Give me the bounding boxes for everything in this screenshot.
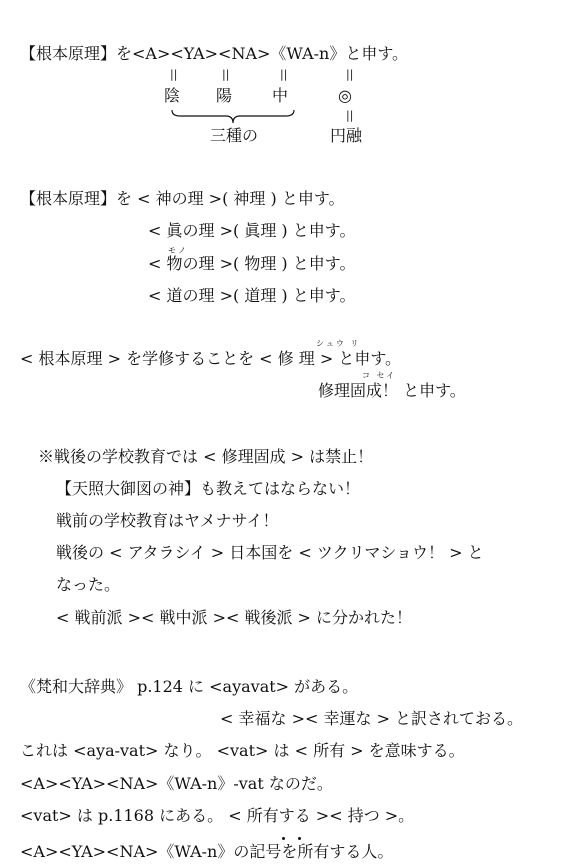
line-prewar-stop: 戦前の学校教育はヤメナサイ！ bbox=[56, 511, 279, 530]
line-butsuri: < 物の理 >( 物理 ) と申す。 bbox=[148, 254, 356, 273]
relation-bar: || bbox=[280, 68, 288, 81]
grouping-brace bbox=[170, 108, 296, 126]
line-block1-title: 【根本原理】を<A><YA><NA>《WA-n》と申す。 bbox=[20, 44, 409, 63]
line-shuri: < 根本原理 > を学修することを < 修 理 > と申す。 bbox=[20, 349, 402, 368]
ruby-kosei: コ セイ bbox=[362, 371, 397, 380]
line-symbol-owner: <A><YA><NA>《WA-n》の記号を所有する人。 bbox=[20, 842, 394, 861]
ruby-shuri: シュウ リ bbox=[316, 339, 361, 348]
line-amaterasu: 【天照大御図の神】も教えてはならない！ bbox=[56, 479, 361, 498]
circle-symbol: ◎ bbox=[338, 86, 352, 105]
emphasis-dot bbox=[298, 837, 301, 840]
line-natta: なった。 bbox=[56, 575, 121, 594]
middle-char: 中 bbox=[272, 86, 289, 105]
relation-bar: || bbox=[222, 68, 230, 81]
emphasis-dot bbox=[282, 837, 285, 840]
relation-bar: || bbox=[170, 68, 178, 81]
line-douri: < 道の理 >( 道理 ) と申す。 bbox=[148, 286, 356, 305]
yang-char: 陽 bbox=[216, 86, 233, 105]
line-ayana-vat: <A><YA><NA>《WA-n》-vat なのだ。 bbox=[20, 774, 333, 793]
line-dictionary: 《梵和大辞典》 p.124 に <ayavat> がある。 bbox=[20, 677, 359, 696]
line-factions: < 戦前派 >< 戦中派 >< 戦後派 > に分かれた！ bbox=[56, 608, 413, 627]
relation-bar: || bbox=[346, 109, 354, 122]
line-aya-vat: これは <aya-vat> なり。 <vat> は < 所有 > を意味する。 bbox=[20, 741, 465, 760]
yin-char: 陰 bbox=[164, 86, 181, 105]
line-shuri-kosei: 修理固成！ と申す。 bbox=[318, 381, 466, 400]
ruby-mono: モノ bbox=[168, 246, 188, 255]
enyu-label: 円融 bbox=[330, 126, 363, 145]
line-shinri: 【根本原理】を < 神の理 >( 神理 ) と申す。 bbox=[20, 189, 345, 208]
line-new-japan: 戦後の < アタラシイ > 日本国を < ツクリマショウ！ > と bbox=[56, 543, 484, 562]
line-postwar-ban: ※戦後の学校教育では < 修理固成 > は禁止！ bbox=[38, 447, 374, 466]
relation-bar: || bbox=[346, 68, 354, 81]
line-vat-page: <vat> は p.1168 にある。 < 所有する >< 持つ >。 bbox=[20, 806, 415, 825]
three-kinds-label: 三種の bbox=[210, 126, 259, 145]
line-shinri-true: < 眞の理 >( 眞理 ) と申す。 bbox=[148, 221, 356, 240]
line-translation: < 幸福な >< 幸運な > と訳されておる。 bbox=[220, 709, 524, 728]
